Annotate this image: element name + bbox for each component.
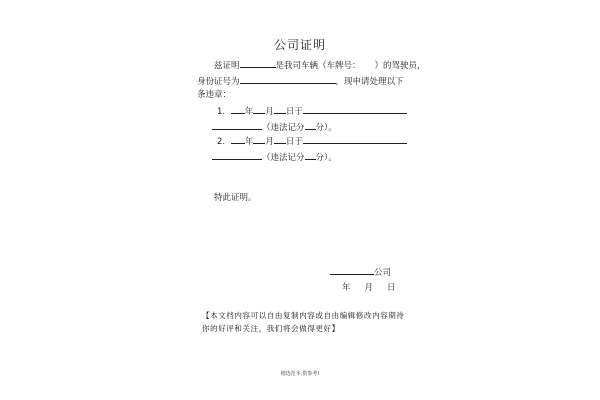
violation-desc-blank[interactable] xyxy=(212,120,262,130)
company-signature xyxy=(330,265,391,278)
violation-item-2-penalty xyxy=(212,150,337,164)
intro-text-5: ，现申请处理以下 xyxy=(335,77,404,87)
day-at-label: 日于 xyxy=(285,137,303,147)
intro-text-4: 身份证号为 xyxy=(197,77,240,87)
intro-text-2: 是我司车辆（车牌号： xyxy=(275,61,361,71)
points-blank[interactable] xyxy=(305,150,316,160)
violation-location-blank[interactable] xyxy=(303,134,407,144)
year-blank[interactable] xyxy=(231,104,245,114)
intro-text-3: ）的驾驶员， xyxy=(374,61,426,71)
signature-date xyxy=(342,281,396,293)
id-number-blank[interactable] xyxy=(240,74,336,84)
day-at-label: 日于 xyxy=(285,107,303,117)
driver-name-blank[interactable] xyxy=(240,58,276,68)
intro-line-1 xyxy=(214,58,426,72)
company-name-blank[interactable] xyxy=(330,265,374,275)
closing-statement: 特此证明。 xyxy=(214,193,257,203)
year-label: 年 xyxy=(244,137,254,147)
sig-month: 月 xyxy=(364,283,374,293)
item-number: 1. xyxy=(217,107,226,117)
year-blank[interactable] xyxy=(231,134,245,144)
month-label: 月 xyxy=(265,107,274,117)
day-blank[interactable] xyxy=(274,104,286,114)
violation-item-1 xyxy=(217,104,407,118)
violation-location-blank[interactable] xyxy=(303,104,407,114)
violation-item-1-penalty xyxy=(212,120,337,134)
page-footer: 精选范本,供参考! xyxy=(280,371,320,377)
penalty-close: 分）。 xyxy=(315,153,337,163)
sig-day: 日 xyxy=(387,283,396,293)
notice-line-2: 你的好评和关注，我们将会做得更好】 xyxy=(202,324,340,333)
notice-line-1: 【本文档内容可以自由复制内容或自由编辑修改内容期待 xyxy=(202,311,405,320)
penalty-close: 分）。 xyxy=(315,123,337,133)
intro-text-1: 兹证明 xyxy=(214,61,240,71)
item-number: 2. xyxy=(217,137,226,147)
company-suffix: 公司 xyxy=(374,268,392,278)
penalty-open: （违法记分 xyxy=(262,123,305,133)
month-blank[interactable] xyxy=(253,104,265,114)
sig-year: 年 xyxy=(342,283,351,293)
points-blank[interactable] xyxy=(305,120,316,130)
violation-item-2 xyxy=(217,134,407,148)
intro-text-6: 条违章： xyxy=(197,90,232,100)
violation-desc-blank[interactable] xyxy=(212,150,262,160)
penalty-open: （违法记分 xyxy=(262,153,305,163)
year-label: 年 xyxy=(244,107,254,117)
month-label: 月 xyxy=(265,137,274,147)
month-blank[interactable] xyxy=(253,134,265,144)
document-title: 公司证明 xyxy=(273,38,326,52)
day-blank[interactable] xyxy=(274,134,286,144)
intro-line-2 xyxy=(197,74,404,88)
